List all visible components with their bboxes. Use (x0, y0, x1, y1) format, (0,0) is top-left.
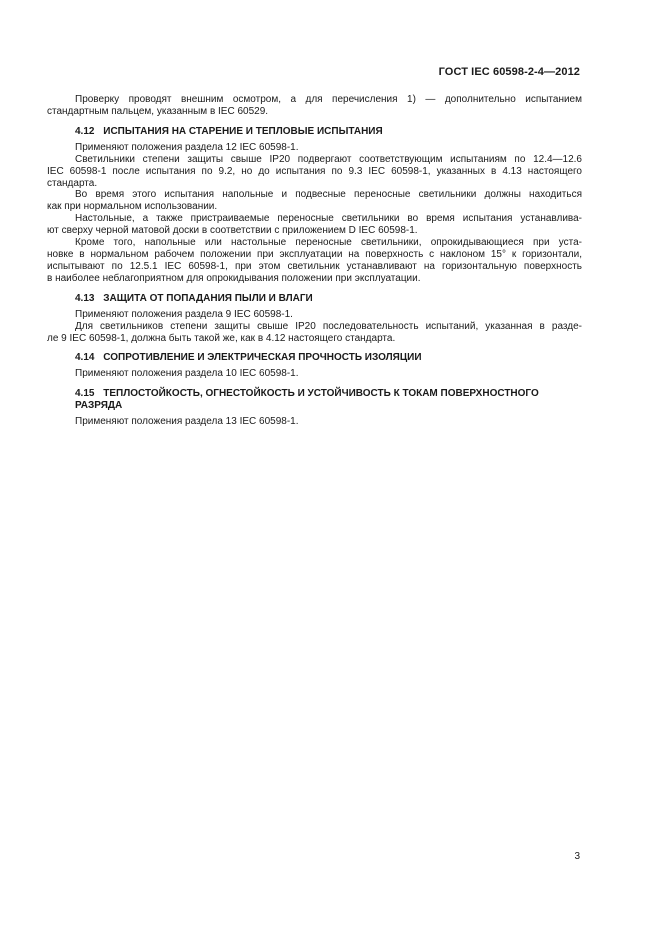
text-line: испытывают по 12.5.1 IEC 60598-1, при этом светильник устанавливают на горизонтальную поверхность (47, 260, 582, 272)
section-title: СОПРОТИВЛЕНИЕ И ЭЛЕКТРИЧЕСКАЯ ПРОЧНОСТЬ ИЗОЛЯЦИИ (103, 352, 422, 364)
document-body (47, 94, 582, 428)
text-line: Кроме того, напольные или настольные переносные светильники, опрокидывающиеся при уста- (75, 237, 582, 249)
section-title: ТЕПЛОСТОЙКОСТЬ, ОГНЕСТОЙКОСТЬ И УСТОЙЧИВОСТЬ К ТОКАМ ПОВЕРХНОСТНОГО (103, 388, 539, 400)
text-line: Настольные, а также пристраиваемые переносные светильники во время испытания устанавлива- (75, 213, 582, 225)
document-code: ГОСТ IEC 60598-2-4—2012 (438, 66, 580, 78)
paragraph (47, 213, 582, 237)
section-title-continued: РАЗРЯДА (75, 400, 123, 412)
text-line: Светильники степени защиты свыше IP20 подвергают соответствующим испытаниям по 12.4—12.6 (75, 153, 582, 165)
section-heading-4-14 (75, 352, 582, 364)
text-line: как при нормальном использовании. (47, 201, 218, 213)
section-heading-4-15 (75, 388, 582, 412)
text-line: Для светильников степени защиты свыше IP20 последовательность испытаний, указанная в разде- (75, 320, 582, 332)
section-number: 4.13 (75, 292, 95, 304)
text-line: новке в нормальном рабочем положении при эксплуатации на поверхность с наклоном 15° к горизонтали, (47, 248, 582, 260)
paragraph (47, 237, 582, 285)
text-line: Применяют положения раздела 10 IEC 60598-1. (75, 368, 299, 380)
paragraph (47, 368, 582, 380)
paragraph (47, 154, 582, 190)
text-line: Применяют положения раздела 13 IEC 60598-1. (75, 416, 299, 428)
section-heading-4-12 (75, 126, 582, 138)
page-number: 3 (574, 851, 580, 862)
text-line: Во время этого испытания напольные и подвесные переносные светильники должны находиться (75, 189, 582, 201)
intro-paragraph (47, 94, 582, 118)
paragraph (47, 416, 582, 428)
text-line: Применяют положения раздела 12 IEC 60598-1. (75, 141, 299, 153)
section-number: 4.12 (75, 125, 95, 137)
text-line: стандарта. (47, 177, 98, 189)
section-number: 4.15 (75, 388, 95, 400)
text-line: ле 9 IEC 60598-1, должна быть такой же, как в 4.12 настоящего стандарта. (47, 332, 396, 344)
section-number: 4.14 (75, 352, 95, 364)
section-title: ЗАЩИТА ОТ ПОПАДАНИЯ ПЫЛИ И ВЛАГИ (103, 292, 313, 304)
paragraph (47, 189, 582, 213)
text-line: стандартным пальцем, указанным в IEC 60529. (47, 105, 269, 117)
text-line: IEC 60598-1 после испытания по 9.2, но до испытания по 9.3 IEC 60598-1, указанных в 4.13 настоящего (47, 165, 582, 177)
section-heading-4-13 (75, 293, 582, 305)
text-line: в наиболее неблагоприятном для опрокидывания положении при эксплуатации. (47, 272, 421, 284)
text-line: ют сверху черной матовой доски в соответствии с приложением D IEC 60598-1. (47, 225, 418, 237)
paragraph (47, 309, 582, 321)
text-line: Проверку проводят внешним осмотром, а для перечисления 1) — дополнительно испытанием (75, 94, 582, 105)
text-line: Применяют положения раздела 9 IEC 60598-1. (75, 308, 293, 320)
section-title: ИСПЫТАНИЯ НА СТАРЕНИЕ И ТЕПЛОВЫЕ ИСПЫТАНИЯ (103, 125, 383, 137)
paragraph (47, 142, 582, 154)
paragraph (47, 321, 582, 345)
